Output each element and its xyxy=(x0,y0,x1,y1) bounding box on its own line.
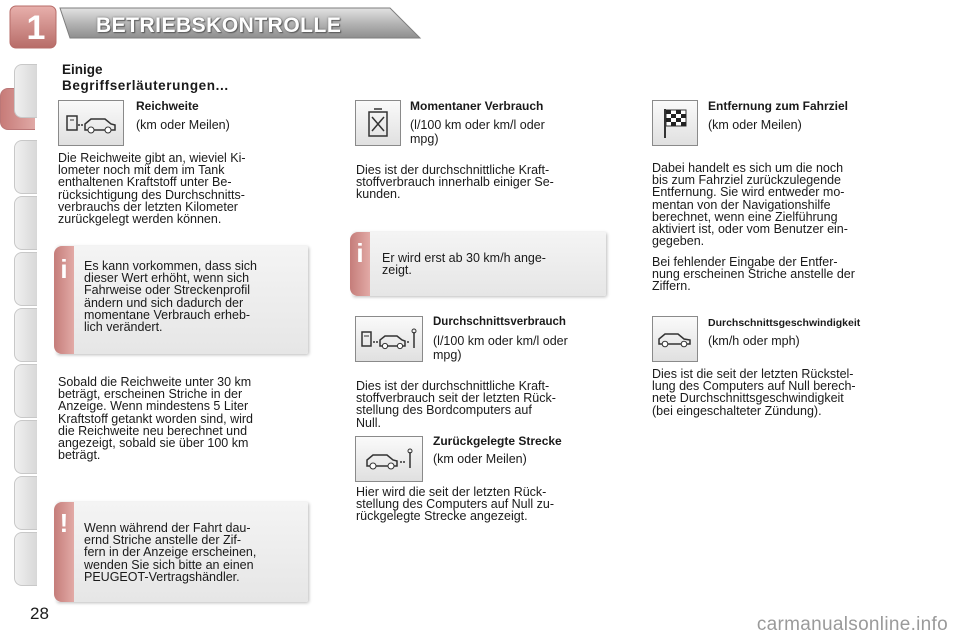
text-line: lometer noch mit dem im Tank xyxy=(58,163,225,178)
text-line: mentan von der Navigationshilfe xyxy=(652,197,831,212)
info-note-text xyxy=(84,260,302,333)
zurueck-unit: (km oder Meilen) xyxy=(433,452,527,466)
momentan-unit xyxy=(410,118,606,146)
text-line: Er wird erst ab 30 km/h ange- xyxy=(382,251,546,265)
text-line: enthaltenen Kraftstoff unter Be- xyxy=(58,175,232,190)
text-line: zeigt. xyxy=(382,263,412,278)
text-line: Kraftstoff getankt worden sind, wird xyxy=(58,411,254,426)
text-line: Wenn während der Fahrt dau- xyxy=(84,521,251,535)
text-line: Dies ist der durchschnittliche Kraft- xyxy=(356,163,550,177)
geschw-text xyxy=(652,368,904,417)
text-line: ernd Striche anstelle der Zif- xyxy=(84,533,242,548)
text-line: lich verändert. xyxy=(84,320,163,335)
page-title: BETRIEBSKONTROLLE xyxy=(96,14,342,37)
text-line: rückgelegte Strecke angezeigt. xyxy=(356,509,528,524)
reichweite-unit: (km oder Meilen) xyxy=(136,118,230,132)
text-line: Ziffern. xyxy=(652,279,691,294)
durchschnitt-unit xyxy=(433,334,606,362)
info-icon: i xyxy=(356,238,364,268)
text-line: Null. xyxy=(356,415,382,430)
chapter-tab[interactable] xyxy=(14,64,37,118)
average-consumption-icon xyxy=(355,316,423,362)
text-line: zurückgelegt werden können. xyxy=(58,212,222,227)
fuel-range-icon xyxy=(58,100,124,146)
geschw-unit: (km/h oder mph) xyxy=(708,334,800,348)
text-line: gegeben. xyxy=(652,234,705,249)
text-line: Dabei handelt es sich um die noch xyxy=(652,161,844,175)
watermark: carmanualsonline.info xyxy=(756,614,948,635)
text-line: beträgt, erscheinen Striche in der xyxy=(58,387,243,402)
zurueck-text xyxy=(356,486,606,523)
text-line: momentane Verbrauch erheb- xyxy=(84,307,251,322)
text-line: Entfernung. Sie wird entweder mo- xyxy=(652,185,845,200)
chapter-tab[interactable] xyxy=(14,252,37,306)
text-line: berechnet, wenn eine Zielführung xyxy=(652,209,838,224)
durchschnitt-text xyxy=(356,380,606,429)
unit-line: mpg) xyxy=(410,132,439,146)
section-heading xyxy=(62,62,229,94)
text-line: Bei fehlender Eingabe der Entfer- xyxy=(652,255,838,269)
text-line: PEUGEOT-Vertragshändler. xyxy=(84,569,240,584)
text-line: Sobald die Reichweite unter 30 km xyxy=(58,375,252,389)
text-line: ändern und sich dadurch der xyxy=(84,295,244,310)
text-line: stoffverbrauch seit der letzten Rück- xyxy=(356,391,556,406)
checkered-flag-icon xyxy=(652,100,698,146)
section-heading-line1: Einige xyxy=(62,62,103,77)
chapter-tab[interactable] xyxy=(14,532,37,586)
text-line: Die Reichweite gibt an, wieviel Ki- xyxy=(58,151,246,165)
text-line: stellung des Computers auf Null zu- xyxy=(356,497,555,512)
text-line: beträgt. xyxy=(58,448,101,463)
chapter-tab[interactable] xyxy=(14,196,37,250)
text-line: aktiviert ist, oder vom Benutzer ein- xyxy=(652,222,848,237)
chapter-tab[interactable] xyxy=(14,364,37,418)
durchschnitt-title: Durchschnittsverbrauch xyxy=(433,316,566,328)
text-line: Es kann vorkommen, dass sich xyxy=(84,259,257,273)
text-line: die Reichweite neu berechnet und xyxy=(58,423,248,438)
chapter-number: 1 xyxy=(26,9,46,47)
text-line: wenden Sie sich bitte an einen xyxy=(84,557,254,572)
text-line: stellung des Bordcomputers auf xyxy=(356,403,532,418)
text-line: nung erscheinen Striche anstelle der xyxy=(652,267,855,282)
momentan-title: Momentaner Verbrauch xyxy=(410,99,544,113)
text-line: Hier wird die seit der letzten Rück- xyxy=(356,485,547,499)
warning-icon: ! xyxy=(59,508,69,538)
text-line: verbrauchs der letzten Kilometer xyxy=(58,199,238,214)
text-line: fern in der Anzeige erscheinen, xyxy=(84,545,257,560)
text-line: bis zum Fahrziel zurückzulegende xyxy=(652,173,841,188)
chapter-tab[interactable] xyxy=(14,308,37,362)
entfernung-text xyxy=(652,162,904,247)
text-line: stoffverbrauch innerhalb einiger Se- xyxy=(356,175,554,190)
text-line: rücksichtigung des Durchschnitts- xyxy=(58,187,245,202)
entfernung-text-2 xyxy=(652,256,904,293)
zurueck-title: Zurückgelegte Strecke xyxy=(433,434,562,448)
unit-line: mpg) xyxy=(433,348,462,362)
geschw-title: Durchschnittsgeschwindigkeit xyxy=(708,317,861,329)
entfernung-title: Entfernung zum Fahrziel xyxy=(708,99,849,113)
text-line: kunden. xyxy=(356,187,401,202)
text-line: Dies ist die seit der letzten Rückstel- xyxy=(652,367,854,381)
text-line: Anzeige. Wenn mindestens 5 Liter xyxy=(58,399,249,414)
text-line: dieser Wert erhöht, wenn sich xyxy=(84,271,250,286)
reichweite-title: Reichweite xyxy=(136,99,199,113)
chapter-tab[interactable] xyxy=(14,476,37,530)
unit-line: (l/100 km oder km/l oder xyxy=(410,118,545,132)
reichweite-text xyxy=(58,152,308,225)
info-note-text xyxy=(382,252,602,276)
entfernung-unit: (km oder Meilen) xyxy=(708,118,802,132)
average-speed-icon xyxy=(652,316,698,362)
reichweite-text-2 xyxy=(58,376,308,461)
car-distance-icon xyxy=(355,436,423,482)
text-line: Dies ist der durchschnittliche Kraft- xyxy=(356,379,550,393)
text-line: angezeigt, sobald sie über 100 km xyxy=(58,436,249,451)
unit-line: (l/100 km oder km/l oder xyxy=(433,334,568,348)
section-heading-line2: Begriffserläuterungen... xyxy=(62,78,229,93)
text-line: Fahrweise oder Streckenprofil xyxy=(84,283,251,298)
text-line: lung des Computers auf Null berech- xyxy=(652,379,856,394)
fuel-pump-icon xyxy=(355,100,401,146)
text-line: nete Durchschnittsgeschwindigkeit xyxy=(652,391,844,406)
momentan-text xyxy=(356,164,606,201)
warning-note-text xyxy=(84,522,302,583)
chapter-tab[interactable] xyxy=(14,420,37,474)
page-number: 28 xyxy=(30,604,49,623)
chapter-tab[interactable] xyxy=(14,140,37,194)
text-line: (bei eingeschalteter Zündung). xyxy=(652,403,822,418)
info-icon: i xyxy=(60,254,68,284)
